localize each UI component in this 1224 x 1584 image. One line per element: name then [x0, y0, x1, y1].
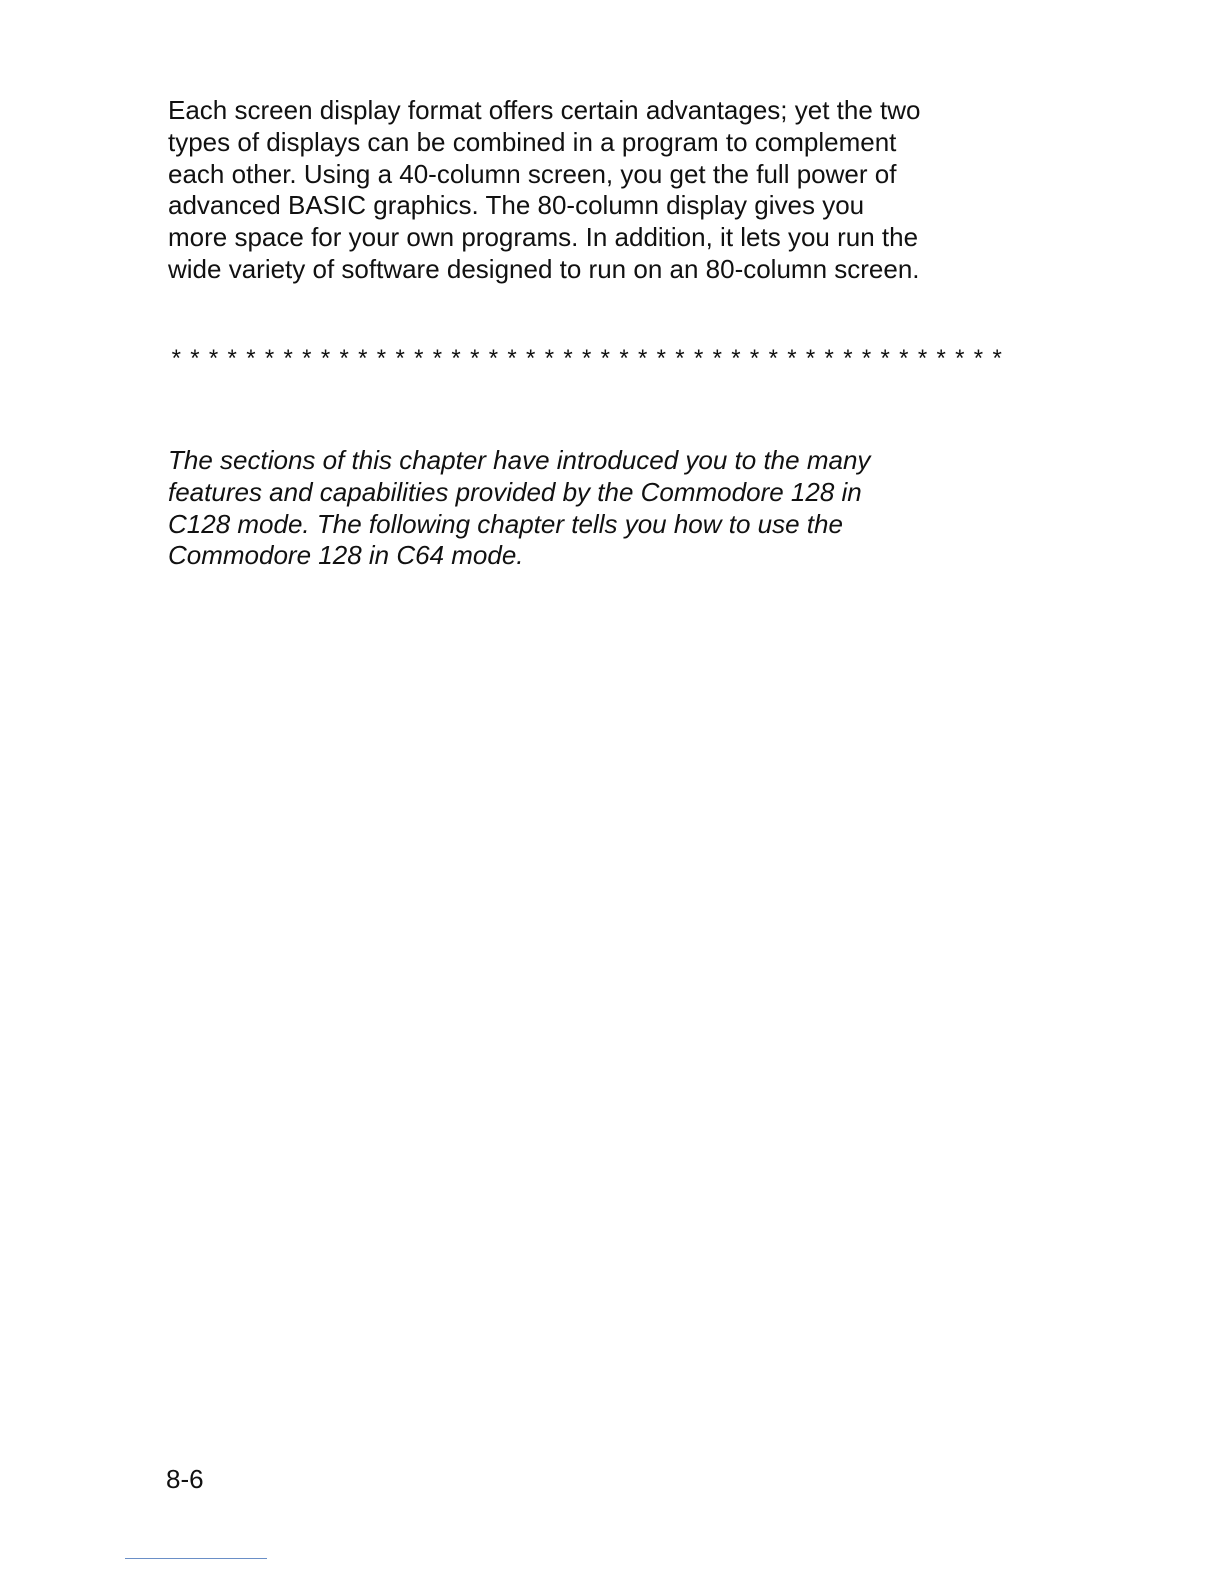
divider-asterisk: *	[582, 345, 592, 372]
divider-asterisk: *	[619, 345, 629, 372]
divider-asterisk: *	[302, 345, 312, 372]
divider-asterisk: *	[246, 345, 256, 372]
divider-asterisk: *	[395, 345, 405, 372]
divider-asterisk: *	[992, 345, 1002, 372]
divider-asterisk: *	[880, 345, 890, 372]
divider-asterisk: *	[507, 345, 517, 372]
paragraph-line: The sections of this chapter have introduced you to the many	[168, 445, 871, 475]
divider-asterisk: *	[731, 345, 741, 372]
paragraph-line: types of displays can be combined in a program to complement	[168, 126, 897, 157]
paragraph-line: features and capabilities provided by the Commodore 128 in	[168, 476, 862, 507]
divider-asterisk: *	[955, 345, 965, 372]
paragraph-line: Commodore 128 in C64 mode.	[168, 540, 524, 571]
divider-asterisk: *	[526, 345, 536, 372]
divider-asterisk: *	[563, 345, 573, 372]
divider-asterisk: *	[824, 345, 834, 372]
divider-asterisk: *	[358, 345, 368, 372]
paragraph-line: Each screen display format offers certain advantages; yet the two	[168, 95, 921, 125]
divider-asterisk: *	[470, 345, 480, 372]
paragraph-line: more space for your own programs. In addition, it lets you run the	[168, 222, 919, 253]
divider-asterisk: *	[768, 345, 778, 372]
divider-asterisk: *	[693, 345, 704, 372]
divider-asterisk: *	[544, 345, 555, 372]
paragraph-line: C128 mode. The following chapter tells you how to use the	[168, 508, 843, 539]
divider-asterisk: *	[320, 345, 331, 372]
divider-asterisk: *	[861, 345, 872, 372]
page-number: 8-6	[166, 1464, 204, 1494]
divider-asterisk: *	[712, 345, 722, 372]
bottom-rule	[125, 1558, 267, 1559]
divider-asterisk: *	[637, 345, 648, 372]
asterisk-divider	[167, 345, 1007, 373]
divider-asterisk: *	[376, 345, 387, 372]
divider-asterisk: *	[843, 345, 853, 372]
divider-asterisk: *	[339, 345, 349, 372]
divider-asterisk: *	[414, 345, 424, 372]
divider-asterisk: *	[208, 345, 219, 372]
divider-asterisk: *	[432, 345, 443, 372]
paragraph-line: advanced BASIC graphics. The 80-column display gives you	[168, 190, 865, 221]
paragraph-line: wide variety of software designed to run on an 80-column screen.	[168, 253, 920, 284]
divider-asterisk: *	[283, 345, 293, 372]
divider-asterisk: *	[451, 345, 461, 372]
divider-asterisk: *	[656, 345, 666, 372]
divider-asterisk: *	[227, 345, 237, 372]
divider-asterisk: *	[973, 345, 984, 372]
chapter-summary-paragraph	[168, 445, 870, 572]
divider-asterisk: *	[488, 345, 499, 372]
divider-asterisk: *	[787, 345, 797, 372]
divider-asterisk: *	[264, 345, 275, 372]
divider-asterisk: *	[749, 345, 760, 372]
divider-asterisk: *	[171, 345, 181, 372]
divider-asterisk: *	[805, 345, 816, 372]
divider-asterisk: *	[190, 345, 200, 372]
paragraph-line: each other. Using a 40-column screen, you get the full power of	[168, 158, 897, 189]
divider-asterisk: *	[899, 345, 909, 372]
divider-asterisk: *	[917, 345, 928, 372]
divider-asterisk: *	[600, 345, 611, 372]
divider-asterisk: *	[675, 345, 685, 372]
divider-asterisk: *	[936, 345, 946, 372]
intro-paragraph	[168, 95, 920, 286]
